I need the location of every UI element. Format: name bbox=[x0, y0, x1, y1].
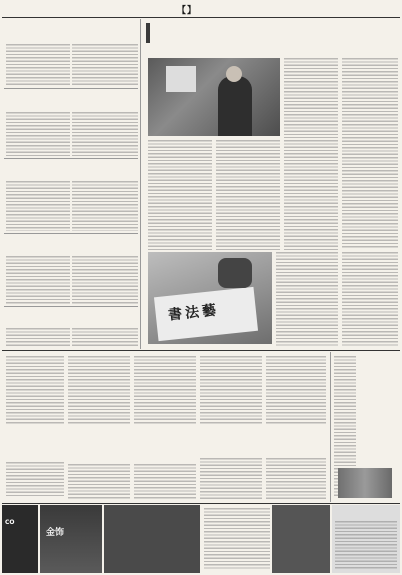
feature-photo-bottom bbox=[148, 252, 272, 344]
feature-title bbox=[146, 22, 398, 48]
ad-jewelry bbox=[40, 505, 102, 573]
ad-jewelry-text: 金饰 bbox=[46, 528, 65, 538]
photo-person-head bbox=[226, 66, 242, 82]
court-photo bbox=[338, 468, 392, 498]
feature-title-emph bbox=[146, 23, 150, 43]
feature-photo-top bbox=[148, 58, 280, 136]
ad-brand-left-text: CO bbox=[5, 519, 15, 526]
police-banner bbox=[20, 426, 270, 454]
photo-calligraphy-scroll bbox=[166, 66, 196, 92]
ad-brand-left bbox=[2, 505, 38, 573]
ad-art bbox=[104, 505, 200, 573]
section-label: 【】 bbox=[177, 6, 198, 16]
photo-ink-strokes: 書法藝 bbox=[167, 302, 220, 324]
ad-shangzhou bbox=[272, 505, 330, 573]
court-meeting-title bbox=[364, 356, 388, 466]
photo-person bbox=[218, 76, 252, 136]
photo-hand bbox=[218, 258, 252, 288]
ad-dayuchuan bbox=[332, 505, 400, 573]
masthead bbox=[2, 0, 400, 18]
